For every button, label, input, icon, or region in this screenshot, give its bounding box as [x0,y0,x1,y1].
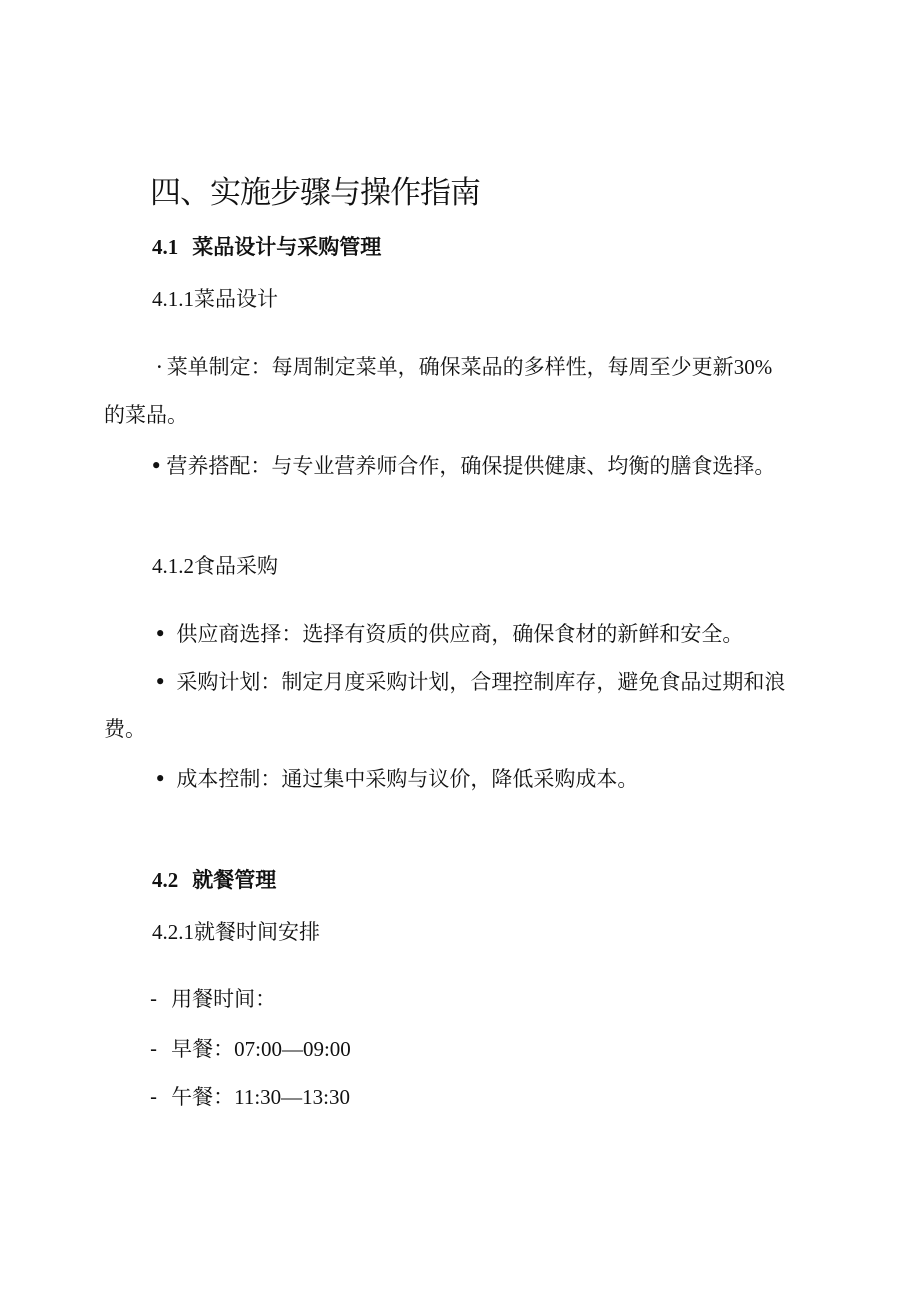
subsection-number: 4.1.2 [152,554,194,578]
bullet-marker: • [154,622,167,646]
list-item-text: 成本控制：通过集中采购与议价，降低采购成本。 [176,767,639,791]
list-item-text: 菜单制定：每周制定菜单，确保菜品的多样性，每周至少更新 [166,355,734,379]
list-item [154,672,785,693]
dash-marker: - [150,1037,158,1061]
list-item [150,989,276,1010]
list-item-text: 营养搭配：与专业营养师合作，确保提供健康、均衡的膳食选择。 [166,454,776,478]
section-heading-4-2 [152,870,276,891]
list-item-value: 11:30—13:30 [234,1085,350,1109]
subsection-number: 4.1.1 [152,287,194,311]
dash-marker: - [150,987,158,1011]
list-item [154,769,638,790]
subsection-heading-4-2-1 [152,922,320,943]
bullet-marker: • [154,670,167,694]
bullet-marker: • [150,454,163,478]
subsection-title: 菜品设计 [194,287,278,311]
section-number: 4.2 [152,868,179,892]
list-item [150,1039,351,1060]
bullet-marker: • [154,767,167,791]
subsection-title: 就餐时间安排 [194,920,320,944]
list-item-label: 用餐时间： [171,987,277,1011]
list-item-label: 早餐： [171,1037,235,1061]
list-item [150,1087,350,1108]
dash-marker: - [150,1085,158,1109]
section-title: 就餐管理 [192,868,277,892]
list-item [150,456,775,477]
section-title: 菜品设计与采购管理 [192,235,382,259]
section-heading-4-1 [152,237,381,258]
list-item-continuation: 费。 [104,717,146,741]
list-item-text: 供应商选择：选择有资质的供应商，确保食材的新鲜和安全。 [176,622,744,646]
subsection-heading-4-1-1 [152,289,278,310]
section-number: 4.1 [152,235,179,259]
list-item [154,624,743,645]
subsection-heading-4-1-2 [152,556,278,577]
list-item [156,357,772,378]
chapter-title: 四、实施步骤与操作指南 [150,175,480,211]
list-item-text-tail: 30% [733,355,773,379]
bullet-marker: · [156,355,163,379]
list-item-continuation: 的菜品。 [104,403,188,427]
list-item-label: 午餐： [171,1085,235,1109]
list-item-text: 采购计划：制定月度采购计划，合理控制库存，避免食品过期和浪 [176,670,786,694]
list-item-value: 07:00—09:00 [234,1037,351,1061]
subsection-title: 食品采购 [194,554,278,578]
subsection-number: 4.2.1 [152,920,194,944]
